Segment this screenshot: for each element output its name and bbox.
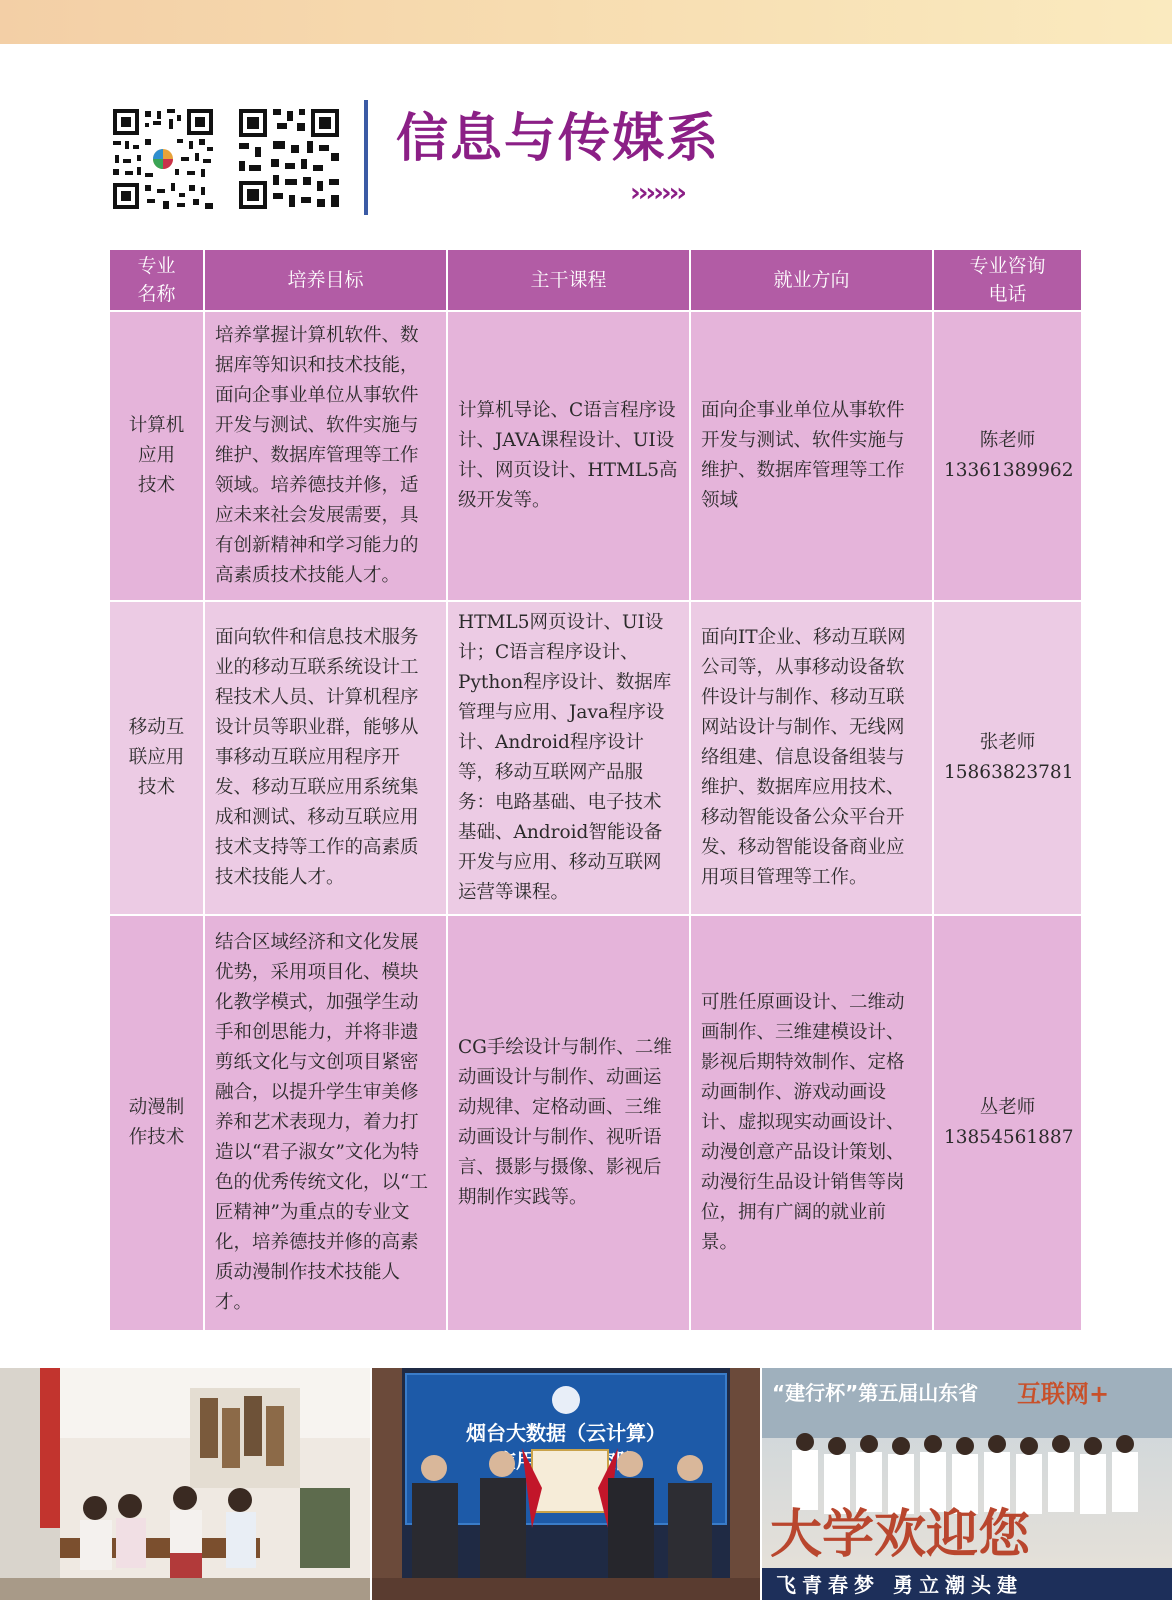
top-decorative-band <box>0 0 1172 44</box>
core-courses: HTML5网页设计、UI设计；C语言程序设计、Python程序设计、数据库管理与应用、Java程序设计、Android程序设计等，移动互联网产品服务：电路基础、电子技术基础、Android智能设备开发与应用、移动互联网运营等课程。 <box>447 601 690 915</box>
career-direction: 面向企事业单位从事软件开发与测试、软件实施与维护、数据库管理等工作领域 <box>690 311 933 601</box>
table-row <box>109 915 1082 1331</box>
page-title: 信息与传媒系 <box>396 109 721 169</box>
training-goal: 结合区域经济和文化发展优势，采用项目化、模块化教学模式，加强学生动手和创思能力，并将非遗剪纸文化与文创项目紧密融合，以提升学生审美修养和艺术表现力，着力打造以“君子淑女”文化为特色的优秀传统文化，以“工匠精神”为重点的专业文化，培养德技并修的高素质动漫制作技术技能人才。 <box>204 915 447 1331</box>
sign-line-1: 烟台大数据（云计算） <box>466 1421 666 1445</box>
table-header-row <box>109 249 1082 311</box>
training-goal: 培养掌握计算机软件、数据库等知识和技术技能，面向企事业单位从事软件开发与测试、软件实施与维护、数据库管理等工作领域。培养德技并修，适应未来社会发展需要，具有创新精神和学习能力的高素质技术技能人才。 <box>204 311 447 601</box>
banner-brand-text: 互联网+ <box>1017 1380 1110 1408</box>
column-header-training-goal: 培养目标 <box>204 249 447 311</box>
banner-big-text: 大学欢迎您 <box>770 1505 1031 1565</box>
photo-classroom <box>0 1368 370 1600</box>
photo-strip <box>0 1368 1172 1600</box>
qr-code-left <box>111 107 215 211</box>
contact-phone: 丛老师 13854561887 <box>933 915 1082 1331</box>
title-divider <box>364 100 368 215</box>
major-name: 动漫制 作技术 <box>109 915 204 1331</box>
photo-unveiling-ceremony <box>372 1368 760 1600</box>
career-direction: 面向IT企业、移动互联网公司等，从事移动设备软件设计与制作、移动互联网站设计与制作、无线网络组建、信息设备组装与维护、数据库应用技术、移动智能设备公众平台开发、移动智能设备商业应用项目管理等工作。 <box>690 601 933 915</box>
qr-code-right <box>237 107 341 211</box>
column-header-career: 就业方向 <box>690 249 933 311</box>
core-courses: 计算机导论、C语言程序设计、JAVA课程设计、UI设计、网页设计、HTML5高级开发等。 <box>447 311 690 601</box>
majors-table <box>108 248 1083 1332</box>
banner-bottom-text: 飞青春梦 勇立潮头建 <box>776 1573 1023 1597</box>
contact-phone: 陈老师 13361389962 <box>933 311 1082 601</box>
major-name: 计算机 应用 技术 <box>109 311 204 601</box>
table-row <box>109 311 1082 601</box>
photo-competition-banner <box>762 1368 1172 1600</box>
contact-phone: 张老师 15863823781 <box>933 601 1082 915</box>
career-direction: 可胜任原画设计、二维动画制作、三维建模设计、影视后期特效制作、定格动画制作、游戏动画设计、虚拟现实动画设计、动漫创意产品设计策划、动漫衍生品设计销售等岗位，拥有广阔的就业前景。 <box>690 915 933 1331</box>
column-header-core-courses: 主干课程 <box>447 249 690 311</box>
core-courses: CG手绘设计与制作、二维动画设计与制作、动画运动规律、定格动画、三维动画设计与制作、视听语言、摄影与摄像、影视后期制作实践等。 <box>447 915 690 1331</box>
table-row <box>109 601 1082 915</box>
chevron-arrows-icon: ››››››› <box>630 178 685 208</box>
column-header-contact: 专业咨询 电话 <box>933 249 1082 311</box>
banner-top-text: “建行杯”第五届山东省 <box>772 1381 979 1405</box>
column-header-major-name: 专业 名称 <box>109 249 204 311</box>
major-name: 移动互 联应用 技术 <box>109 601 204 915</box>
training-goal: 面向软件和信息技术服务业的移动互联系统设计工程技术人员、计算机程序设计员等职业群，能够从事移动互联应用程序开发、移动互联应用系统集成和测试、移动互联应用技术支持等工作的高素质技术技能人才。 <box>204 601 447 915</box>
